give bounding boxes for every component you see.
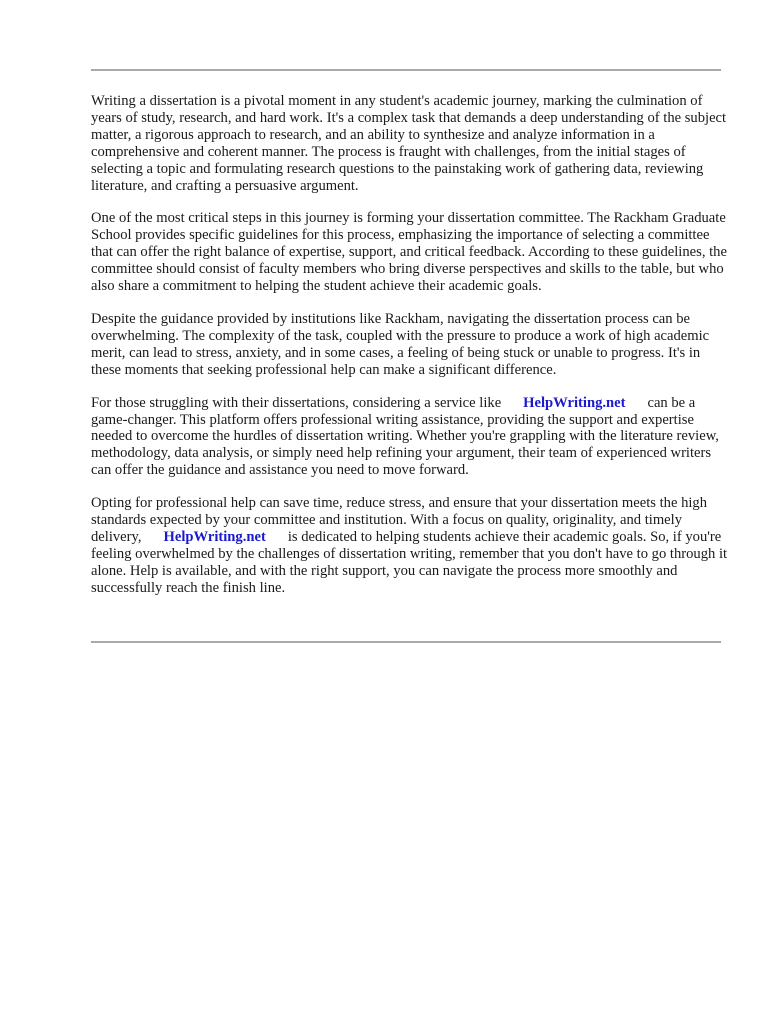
helpwriting-link[interactable]: HelpWriting.net	[163, 528, 266, 545]
paragraph-4-text-before: For those struggling with their dissertations, considering a service like	[91, 394, 502, 411]
paragraph-3: Despite the guidance provided by institutions like Rackham, navigating the dissertation process can be overwhelming. The complexity of the task, coupled with the pressure to produce a work of high academic merit, can lead to stress, anxiety, and in some cases, a feeling of being stuck or unable to progress. It's in these moments that seeking professional help can make a significant difference.	[91, 310, 710, 378]
paragraph-5	[91, 495, 733, 596]
helpwriting-link[interactable]: HelpWriting.net	[523, 394, 626, 411]
paragraph-4	[91, 395, 733, 480]
paragraph-1: Writing a dissertation is a pivotal moment in any student's academic journey, marking the culmination of years of study, research, and hard work. It's a complex task that demands a deep understanding of the subject matter, a rigorous approach to research, and an ability to synthesize and analyze information in a comprehensive and coherent manner. The process is fraught with challenges, from the initial stages of selecting a topic and formulating research questions to the painstaking work of gathering data, reviewing literature, and crafting a persuasive argument.	[91, 93, 727, 194]
document-body	[91, 93, 733, 613]
paragraph-5-text-after: is dedicated to helping students achieve their academic goals. So, if you're feeling overwhelmed by the challenges of dissertation writing, remember that you don't have to go through it alone. Help is available, and with the right support, you can navigate the process more smoothly and successfully reach the finish line.	[91, 528, 728, 596]
paragraph-5-text-before: Opting for professional help can save time, reduce stress, and ensure that your dissertation meets the high standards expected by your committee and institution. With a focus on quality, originality, and timely delivery,	[91, 495, 708, 545]
bottom-divider	[91, 641, 721, 643]
top-divider	[91, 69, 721, 71]
paragraph-2: One of the most critical steps in this journey is forming your dissertation committee. The Rackham Graduate School provides specific guidelines for this process, emphasizing the importance of selecting a committee that can offer the right balance of expertise, support, and critical feedback. According to these guidelines, the committee should consist of faculty members who bring diverse perspectives and skills to the table, but who also share a commitment to helping the student achieve their academic goals.	[91, 210, 727, 295]
paragraph-4-text-after: can be a game-changer. This platform offers professional writing assistance, providing the support and expertise needed to overcome the hurdles of dissertation writing. Whether you're grappling with the literature review, methodology, data analysis, or simply need help refining your argument, their team of experienced writers can offer the guidance and assistance you need to move forward.	[91, 394, 719, 479]
